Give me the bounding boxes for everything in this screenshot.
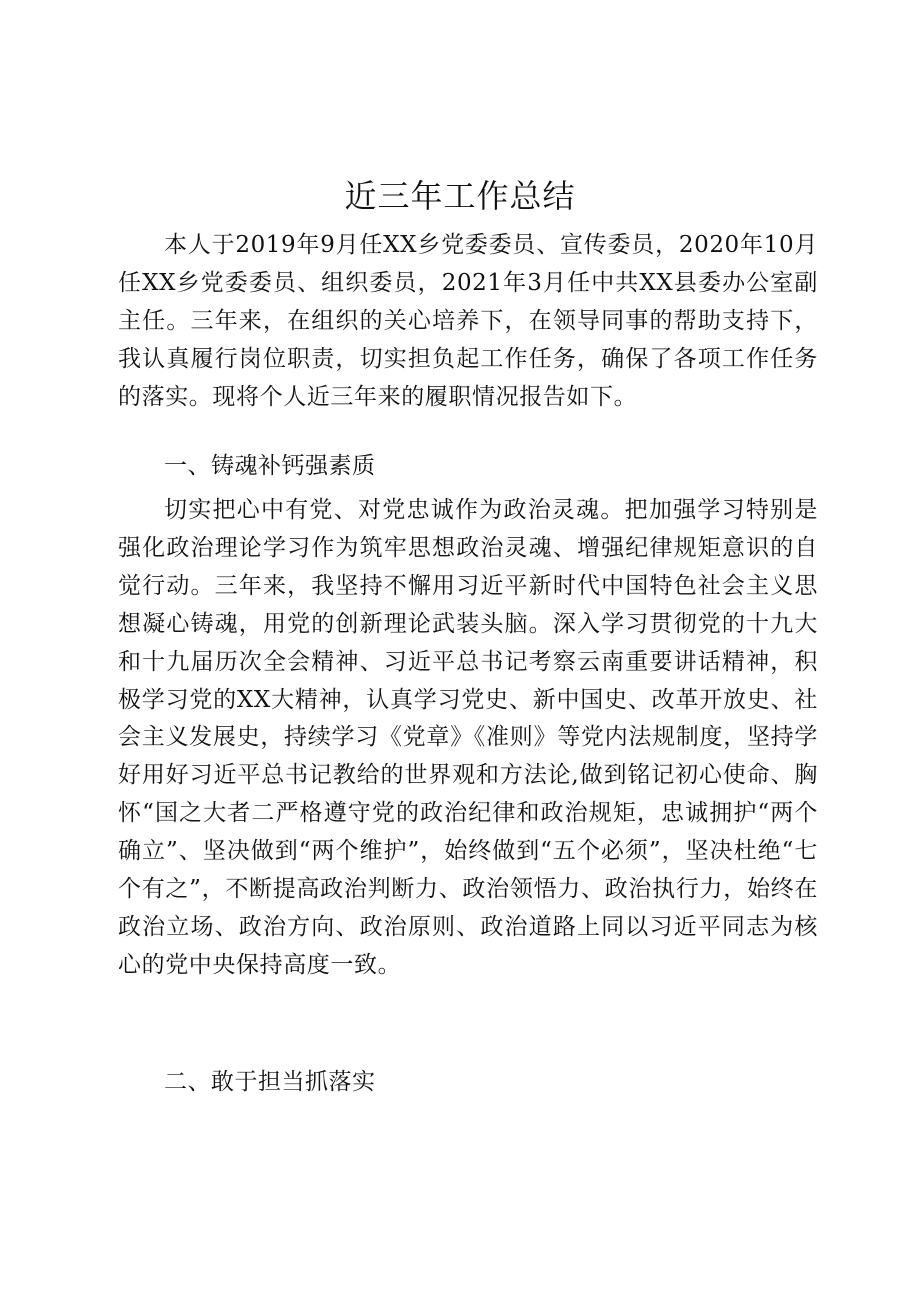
section-heading-1: 一、铸魂补钙强素质 <box>164 453 376 479</box>
section-paragraph-1: 切实把心中有党、对党忠诚作为政治灵魂。把加强学习特别是强化政治理论学习作为筑牢思想政治灵魂、增强纪律规矩意识的自觉行动。三年来，我坚持不懈用习近平新时代中国特色社会主义思想凝心铸魂，用党的创新理论武装头脑。深入学习贯彻党的十九大和十九届历次全会精神、习近平总书记考察云南重要讲话精神，积极学习党的XX大精神，认真学习党史、新中国史、改革开放史、社会主义发展史，持续学习《党章》《准则》等党内法规制度，坚持学好用好习近平总书记教给的世界观和方法论,做到铭记初心使命、胸怀“国之大者二严格遵守党的政治纪律和政治规矩，忠诚拥护“两个确立”、坚决做到“两个维护”，始终做到“五个必须”，坚决杜绝“七个有之”，不断提高政治判断力、政治领悟力、政治执行力，始终在政治立场、政治方向、政治原则、政治道路上同以习近平同志为核心的党中央保持高度一致。 <box>118 497 818 978</box>
section-heading-2: 二、敢于担当抓落实 <box>164 1069 376 1095</box>
document-title: 近三年工作总结 <box>344 177 576 215</box>
intro-paragraph: 本人于2019年9月任XX乡党委委员、宣传委员，2020年10月任XX乡党委委员、组织委员，2021年3月任中共XX县委办公室副主任。三年来，在组织的关心培养下，在领导同事的帮助支持下，我认真履行岗位职责，切实担负起工作任务，确保了各项工作任务的落实。现将个人近三年来的履职情况报告如下。 <box>118 232 818 410</box>
